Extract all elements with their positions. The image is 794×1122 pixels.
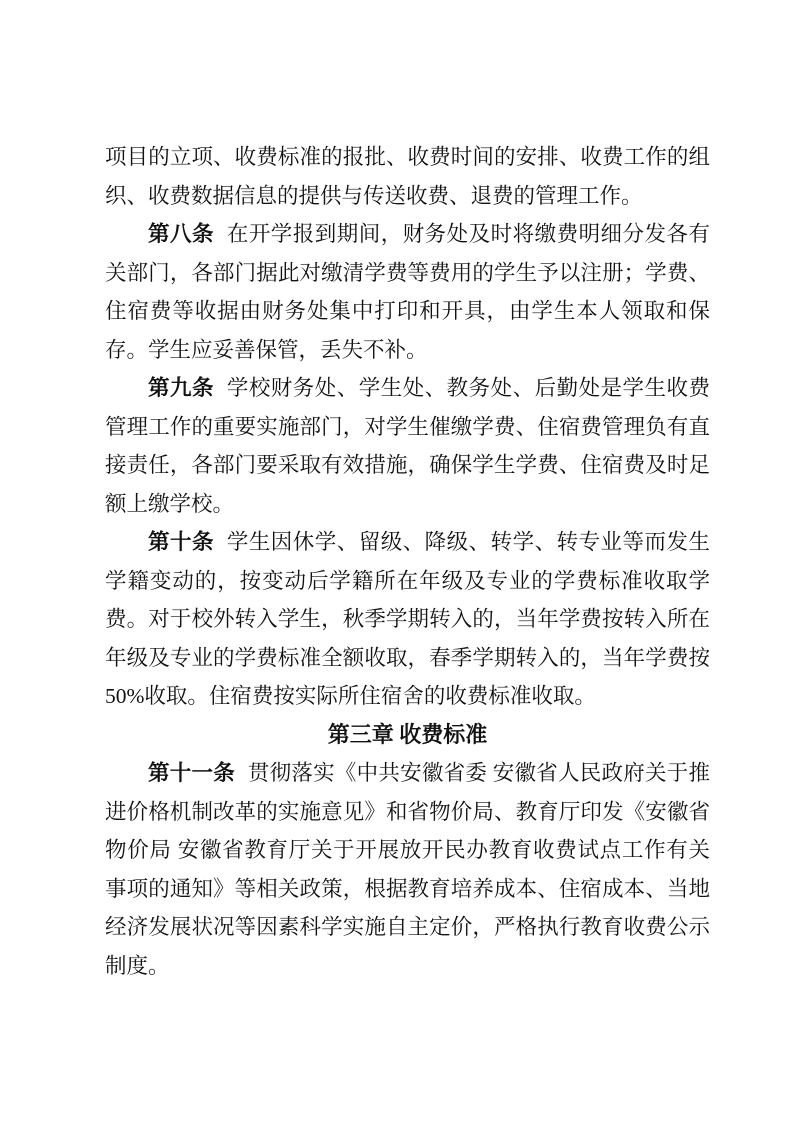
paragraph-text: 贯彻落实《中共安徽省委 安徽省人民政府关于推进价格机制改革的实施意见》和省物价局、教育厅印发《安徽省物价局 安徽省教育厅关于开展放开民办教育收费试点工作有关事项的通知》等相关政策，根据教育培养成本、住宿成本、当地经济发展状况等因素科学实施自主定价，严格执行教育收费公示制度。 bbox=[105, 761, 710, 978]
paragraph-text: 学校财务处、学生处、教务处、后勤处是学生收费管理工作的重要实施部门，对学生催缴学费、住宿费管理负有直接责任，各部门要采取有效措施，确保学生学费、住宿费及时足额上缴学校。 bbox=[105, 376, 710, 516]
paragraph-text: 学生因休学、留级、降级、转学、转专业等而发生学籍变动的，按变动后学籍所在年级及专业的学费标准收取学费。对于校外转入学生，秋季学期转入的，当年学费按转入所在年级及专业的学费标准全额收取，春季学期转入的，当年学费按 50%收取。住宿费按实际所住宿舍的收费标准收取。 bbox=[105, 530, 710, 708]
article-number: 第十条 bbox=[148, 530, 214, 554]
article-paragraph bbox=[105, 754, 710, 985]
article-paragraph bbox=[105, 369, 710, 523]
continuation-paragraph bbox=[105, 138, 710, 215]
paragraph-text: 项目的立项、收费标准的报批、收费时间的安排、收费工作的组织、收费数据信息的提供与传送收费、退费的管理工作。 bbox=[105, 145, 710, 208]
chapter-heading: 第三章 收费标准 bbox=[327, 721, 488, 747]
article-paragraph bbox=[105, 523, 710, 716]
paragraph-text: 在开学报到期间，财务处及时将缴费明细分发各有关部门，各部门据此对缴清学费等费用的学生予以注册；学费、住宿费等收据由财务处集中打印和开具，由学生本人领取和保存。学生应妥善保管，丢失不补。 bbox=[105, 222, 710, 362]
document-body bbox=[105, 138, 710, 985]
article-number: 第十一条 bbox=[148, 761, 235, 785]
article-number: 第九条 bbox=[148, 376, 214, 400]
article-paragraph bbox=[105, 215, 710, 369]
article-number: 第八条 bbox=[148, 222, 214, 246]
